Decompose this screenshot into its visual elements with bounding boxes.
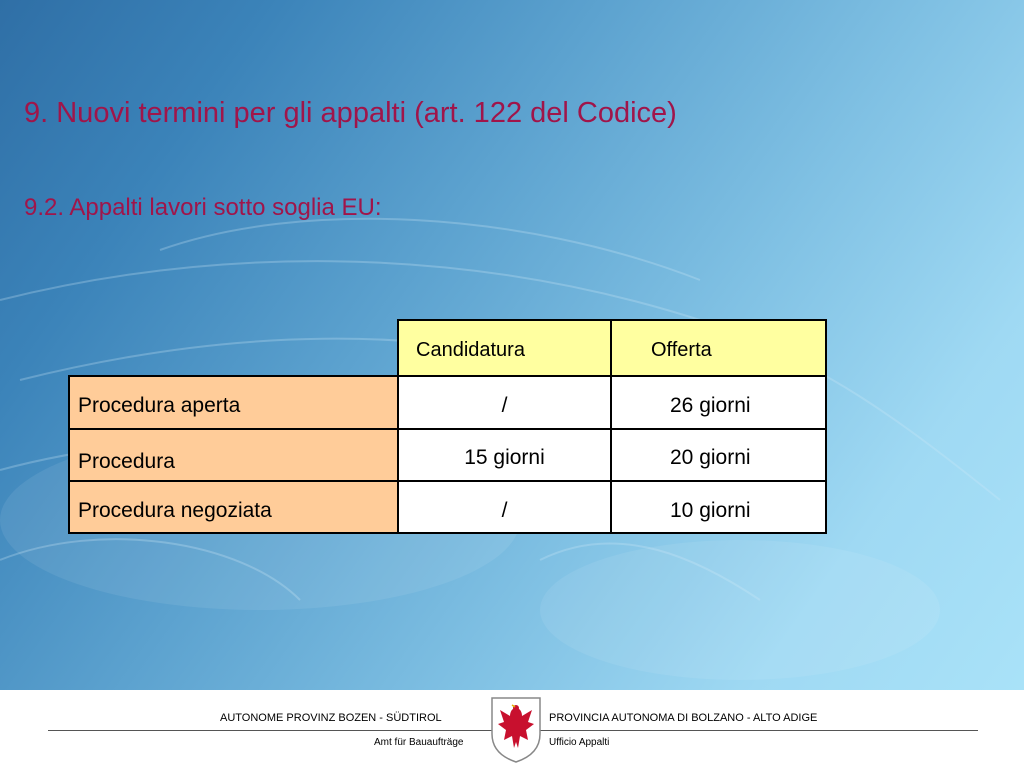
cell-value: 20 giorni: [670, 446, 751, 469]
header-offerta-label: Offerta: [651, 339, 712, 361]
footer-right-bottom: Ufficio Appalti: [549, 737, 610, 748]
table-cell-candidatura: [397, 428, 612, 482]
table-row-label: [68, 480, 399, 534]
footer-left-top: AUTONOME PROVINZ BOZEN - SÜDTIROL: [220, 712, 442, 724]
table-cell-offerta: [610, 480, 827, 534]
header-candidatura-label: Candidatura: [416, 339, 525, 361]
eagle-crest-icon: [488, 694, 544, 764]
footer-left-bottom: Amt für Bauaufträge: [374, 737, 464, 748]
table-header-offerta: [610, 319, 827, 377]
table-row-label: [68, 428, 399, 482]
table-cell-candidatura: [397, 375, 612, 430]
row-label-text: Procedura aperta: [78, 394, 241, 417]
cell-value: 10 giorni: [670, 499, 751, 522]
table-cell-offerta: [610, 375, 827, 430]
cell-value: 15 giorni: [464, 446, 545, 469]
cell-value: 26 giorni: [670, 394, 751, 417]
cell-value: /: [501, 499, 508, 522]
table-cell-candidatura: [397, 480, 612, 534]
table-cell-offerta: [610, 428, 827, 482]
table-row-label: [68, 375, 399, 430]
footer-right-top: PROVINCIA AUTONOMA DI BOLZANO - ALTO ADIGE: [549, 712, 818, 724]
slide-title: 9. Nuovi termini per gli appalti (art. 122 del Codice): [24, 97, 677, 129]
cell-value: /: [501, 394, 508, 417]
table-header-candidatura: [397, 319, 612, 377]
row-label-text: Procedura negoziata: [78, 499, 272, 522]
row-label-text: Procedura: [78, 450, 175, 473]
slide-subtitle: 9.2. Appalti lavori sotto soglia EU:: [24, 194, 382, 221]
